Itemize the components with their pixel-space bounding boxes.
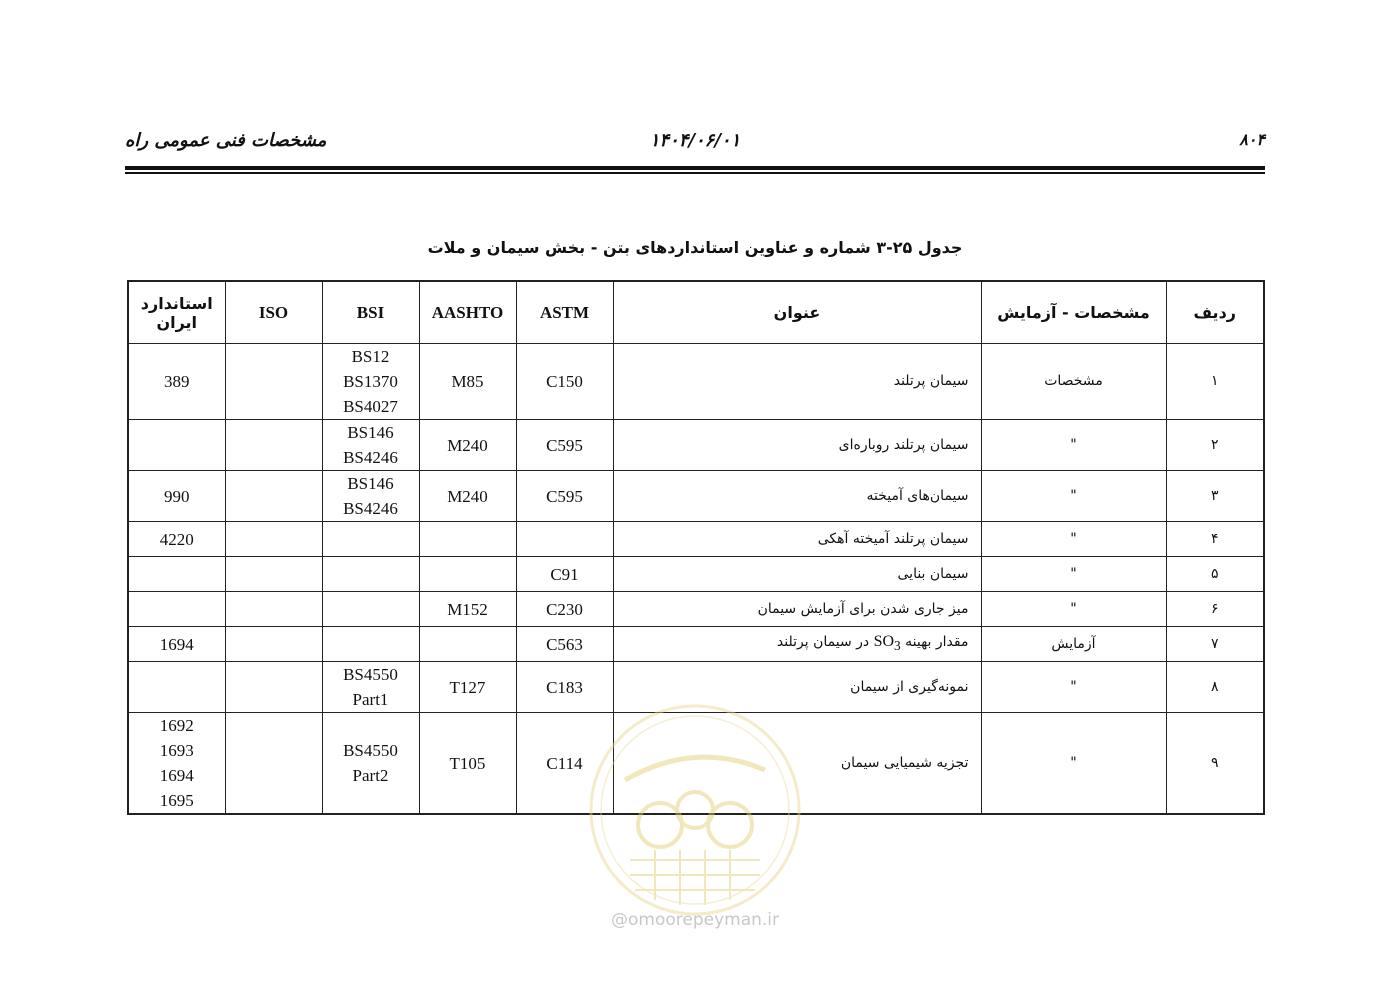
cell-bsi-line: Part1 xyxy=(352,690,389,709)
cell-row-number: ۹ xyxy=(1166,713,1264,815)
cell-bsi xyxy=(322,522,419,557)
cell-title: سیمان پرتلند xyxy=(613,344,981,420)
cell-iran-line: 1695 xyxy=(159,791,194,810)
cell-iran xyxy=(128,713,225,815)
cell-astm: C595 xyxy=(516,420,613,471)
cell-astm xyxy=(516,522,613,557)
cell-iran xyxy=(128,557,225,592)
cell-aashto xyxy=(419,627,516,662)
cell-iran xyxy=(128,592,225,627)
table-title: جدول ۲۵-۳ شماره و عناوین استانداردهای بتن - بخش سیمان و ملات xyxy=(427,238,963,257)
page-number: ۸۰۴ xyxy=(1239,130,1265,149)
cell-bsi-line: BS4550 xyxy=(343,665,398,684)
cell-bsi xyxy=(322,592,419,627)
cell-bsi xyxy=(322,344,419,420)
cell-bsi xyxy=(322,627,419,662)
cell-astm: C150 xyxy=(516,344,613,420)
col-header-title: عنوان xyxy=(613,281,981,344)
col-header-iso: ISO xyxy=(225,281,322,344)
cell-spec-test: " xyxy=(981,557,1166,592)
page-header xyxy=(125,128,1265,158)
col-header-astm: ASTM xyxy=(516,281,613,344)
cell-bsi-line: BS4550 xyxy=(343,741,398,760)
cell-spec-test: " xyxy=(981,420,1166,471)
cell-aashto: M240 xyxy=(419,420,516,471)
cell-bsi-line: Part2 xyxy=(352,766,389,785)
cell-spec-test: " xyxy=(981,662,1166,713)
cell-row-number: ۶ xyxy=(1166,592,1264,627)
document-title: مشخصات فنی عمومی راه xyxy=(125,130,327,151)
cell-title: تجزیه شیمیایی سیمان xyxy=(613,713,981,815)
cell-row-number: ۸ xyxy=(1166,662,1264,713)
cell-aashto: M152 xyxy=(419,592,516,627)
cell-iran xyxy=(128,471,225,522)
cell-bsi xyxy=(322,557,419,592)
cell-bsi-line: BS146 xyxy=(347,474,394,493)
cell-iran-line: 1694 xyxy=(159,766,194,785)
cell-row-number: ۱ xyxy=(1166,344,1264,420)
cell-spec-test: " xyxy=(981,522,1166,557)
cell-iran-line: 1694 xyxy=(159,634,194,654)
cell-spec-test: " xyxy=(981,713,1166,815)
cell-row-number: ۵ xyxy=(1166,557,1264,592)
cell-aashto xyxy=(419,522,516,557)
cell-row-number: ۲ xyxy=(1166,420,1264,471)
table-row xyxy=(128,420,1264,471)
col-header-iran-line2: ایران xyxy=(156,312,198,332)
cell-bsi xyxy=(322,662,419,713)
col-header-aashto: AASHTO xyxy=(419,281,516,344)
col-header-iran xyxy=(128,281,225,344)
cell-aashto: M85 xyxy=(419,344,516,420)
cell-iran xyxy=(128,344,225,420)
cell-iso xyxy=(225,662,322,713)
cell-astm: C230 xyxy=(516,592,613,627)
cell-row-number: ۷ xyxy=(1166,627,1264,662)
cell-iso xyxy=(225,627,322,662)
table-row xyxy=(128,471,1264,522)
col-header-row: ردیف xyxy=(1166,281,1264,344)
cell-title: سیمان پرتلند آمیخته آهکی xyxy=(613,522,981,557)
cell-bsi-line: BS12 xyxy=(351,347,390,366)
cell-title: میز جاری شدن برای آزمایش سیمان xyxy=(613,592,981,627)
cell-bsi-line: BS4246 xyxy=(343,448,398,467)
cell-iso xyxy=(225,522,322,557)
cell-bsi-line: BS146 xyxy=(347,423,394,442)
cell-bsi xyxy=(322,713,419,815)
cell-iran xyxy=(128,420,225,471)
cell-bsi-line: BS1370 xyxy=(343,372,398,391)
cell-iso xyxy=(225,420,322,471)
cell-aashto: T127 xyxy=(419,662,516,713)
col-header-bsi: BSI xyxy=(322,281,419,344)
cell-iso xyxy=(225,471,322,522)
cell-astm: C595 xyxy=(516,471,613,522)
col-header-iran-line1: استاندارد xyxy=(140,293,213,313)
col-header-spec: مشخصات - آزمایش xyxy=(981,281,1166,344)
cell-title: نمونه‌گیری از سیمان xyxy=(613,662,981,713)
cell-bsi xyxy=(322,420,419,471)
table-header-row xyxy=(128,281,1264,344)
cell-iran-line: 1693 xyxy=(159,741,194,760)
header-rule-thick xyxy=(125,166,1265,170)
cell-iso xyxy=(225,592,322,627)
cell-spec-test: مشخصات xyxy=(981,344,1166,420)
cell-spec-test: " xyxy=(981,592,1166,627)
table-row xyxy=(128,344,1264,420)
cell-bsi-line: BS4246 xyxy=(343,499,398,518)
cell-row-number: ۳ xyxy=(1166,471,1264,522)
cell-spec-test: آزمایش xyxy=(981,627,1166,662)
watermark-handle: @omoorepeyman.ir xyxy=(610,910,780,930)
cell-title: سیمان‌های آمیخته xyxy=(613,471,981,522)
cell-row-number: ۴ xyxy=(1166,522,1264,557)
cell-iran xyxy=(128,627,225,662)
header-rule-thin xyxy=(125,172,1265,174)
cell-aashto: T105 xyxy=(419,713,516,815)
cell-iran xyxy=(128,522,225,557)
cell-bsi xyxy=(322,471,419,522)
cell-aashto xyxy=(419,557,516,592)
cell-astm: C183 xyxy=(516,662,613,713)
cell-iran-line: 1692 xyxy=(159,716,194,735)
table-row xyxy=(128,627,1264,662)
table-row xyxy=(128,557,1264,592)
watermark-logo xyxy=(585,700,805,920)
cell-iran-line: 389 xyxy=(164,372,190,391)
cell-iran xyxy=(128,662,225,713)
cell-iso xyxy=(225,557,322,592)
cell-title: سیمان بنایی xyxy=(613,557,981,592)
cell-astm: C563 xyxy=(516,627,613,662)
cell-title: مقدار بهینه $SO_3$ در سیمان پرتلند xyxy=(613,627,981,662)
cell-iso xyxy=(225,344,322,420)
cell-spec-test: " xyxy=(981,471,1166,522)
cell-title: سیمان پرتلند روباره‌ای xyxy=(613,420,981,471)
cell-astm: C91 xyxy=(516,557,613,592)
cell-iso xyxy=(225,713,322,815)
cell-aashto: M240 xyxy=(419,471,516,522)
cell-iran-line: 990 xyxy=(164,486,190,506)
table-row xyxy=(128,592,1264,627)
cell-bsi-line: BS4027 xyxy=(343,397,398,416)
cell-astm: C114 xyxy=(516,713,613,815)
header-date: ۱۴۰۴/۰۶/۰۱ xyxy=(649,130,741,151)
table-row xyxy=(128,522,1264,557)
cell-iran-line: 4220 xyxy=(159,529,194,549)
